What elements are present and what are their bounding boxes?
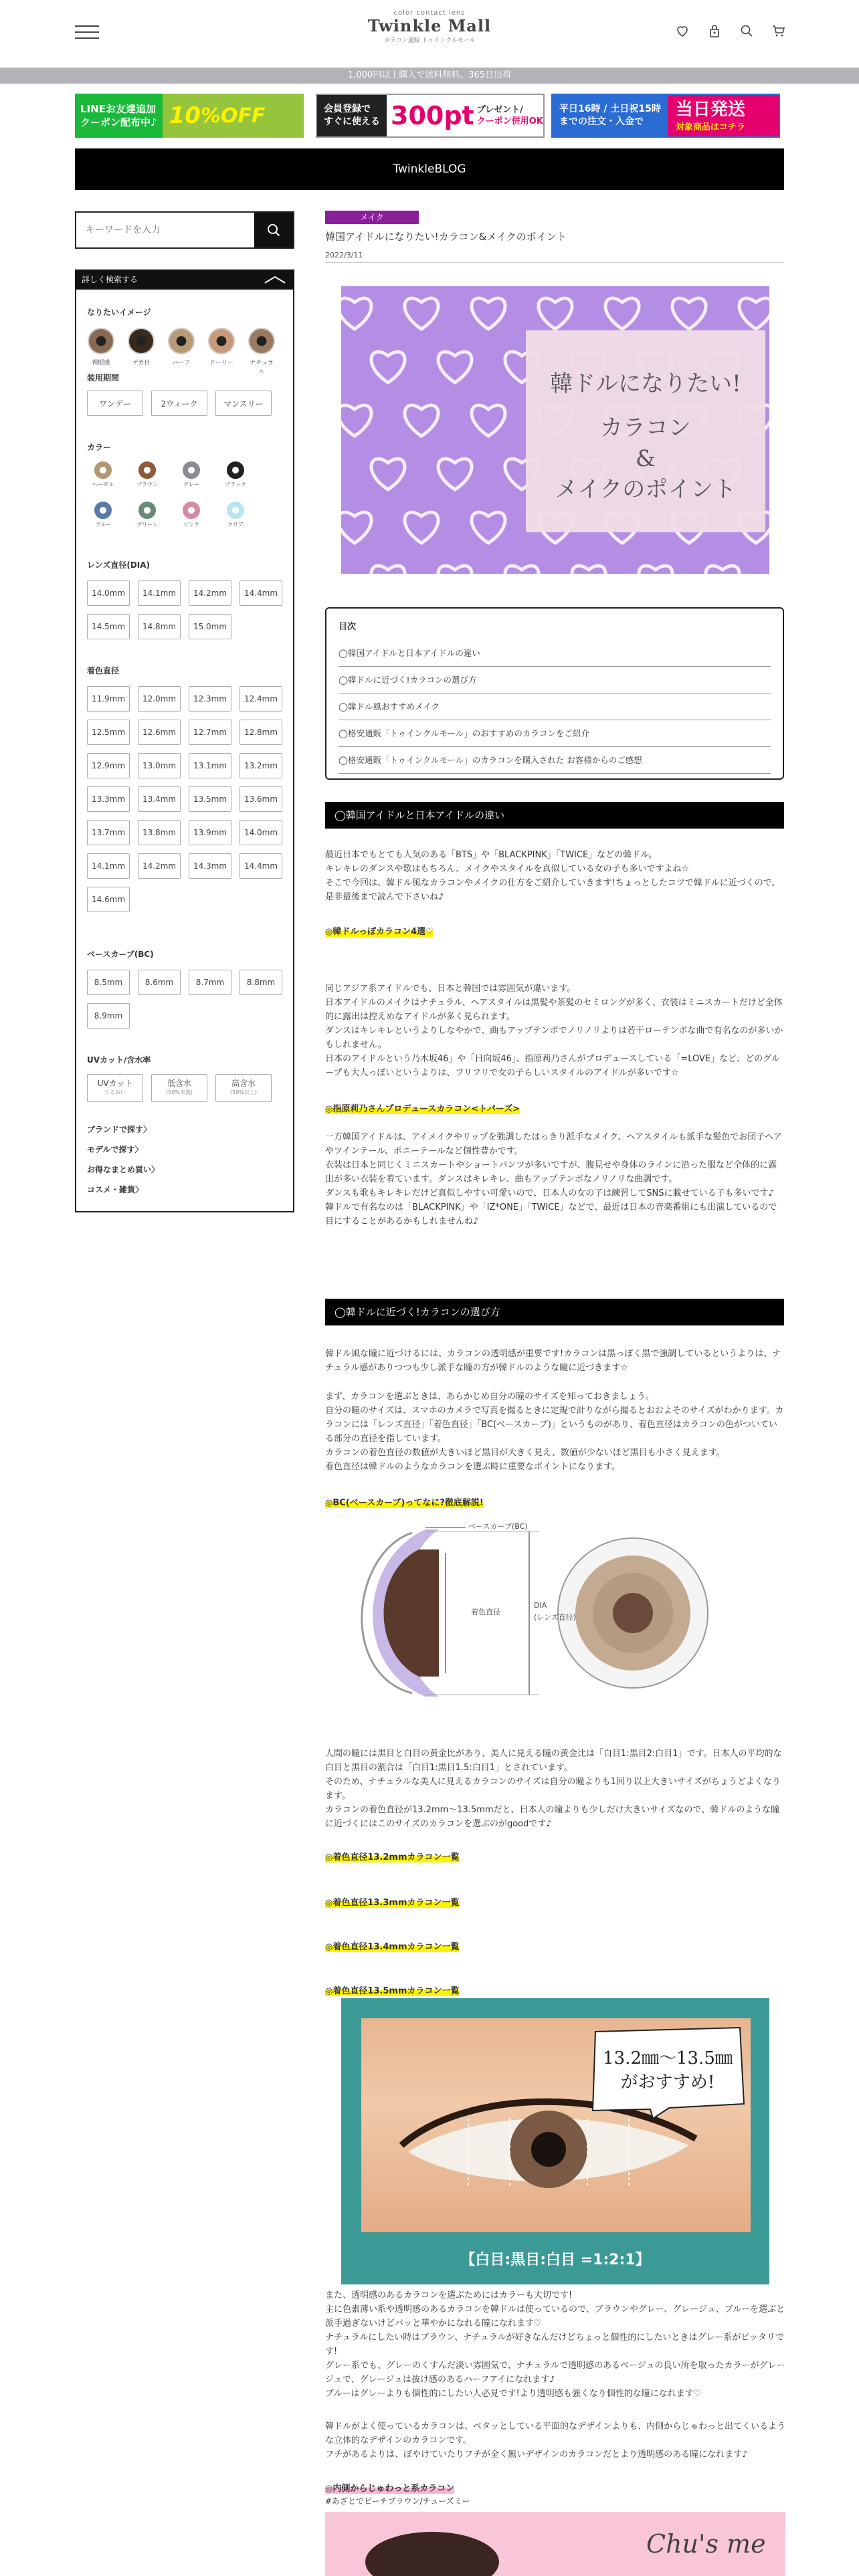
speech-bubble <box>589 2025 747 2119</box>
banner-text: 対象商品はコチラ <box>675 122 745 132</box>
color-option[interactable] <box>131 461 163 488</box>
image-label: ナチュラル <box>250 360 274 375</box>
color-option[interactable] <box>219 461 252 488</box>
image-label: ドーリー <box>209 360 233 366</box>
color-label: クリア <box>227 522 244 528</box>
highlight-heading[interactable]: ◎着色直径13.2mmカラコン一覧 <box>325 1850 460 1862</box>
color-filter-options <box>87 502 252 528</box>
same-day-shipping-banner[interactable] <box>551 94 780 138</box>
banner-text: 平日16時 / 土日祝15時 <box>559 104 661 114</box>
brand-logo: Chu's me <box>646 2529 766 2559</box>
site-logo[interactable] <box>363 9 496 44</box>
period-option[interactable]: ワンデー <box>87 391 143 416</box>
toc-title: 目次 <box>339 622 357 632</box>
uv-label: 高含水 <box>231 1079 256 1088</box>
highlight-heading: ◎指原莉乃さんプロデュースカラコン<トパーズ> <box>325 1101 520 1114</box>
image-label: 裸眼感 <box>92 360 110 366</box>
uv-sublabel: (50%未満) <box>165 1089 193 1095</box>
banner-headline: 当日発送 <box>675 99 745 120</box>
banner-text: クーポン併用OK <box>476 116 543 126</box>
highlight-heading[interactable]: ◎着色直径13.3mmカラコン一覧 <box>325 1895 460 1908</box>
cdia-option[interactable]: 12.6mm <box>138 720 181 745</box>
period-option[interactable]: 2ウィーク <box>151 391 207 416</box>
cdia-option[interactable]: 12.8mm <box>240 720 282 745</box>
uv-filter-title: UVカット/含水率 <box>87 1055 151 1065</box>
dia-option[interactable]: 14.1mm <box>138 580 181 606</box>
highlight-heading[interactable]: ◎着色直径13.4mmカラコン一覧 <box>325 1939 460 1952</box>
banner-discount-unit: %OFF <box>200 104 266 128</box>
bc-option[interactable]: 8.6mm <box>138 970 181 995</box>
heart-shape <box>739 298 769 329</box>
table-of-contents <box>325 607 784 780</box>
filter-header[interactable] <box>75 270 294 290</box>
hero-image <box>341 286 769 574</box>
bubble-text: 13.2㎜〜13.5㎜ <box>603 2048 733 2068</box>
cosme-link[interactable]: コスメ・雑貨〉 <box>87 1185 144 1194</box>
cdia-option[interactable]: 12.4mm <box>240 686 282 712</box>
product-hashtag: #あざとでピーチブラウン/チューズミー <box>325 2496 470 2506</box>
cdia-option[interactable]: 13.9mm <box>189 820 231 845</box>
model-link[interactable]: モデルで探す〉 <box>87 1145 143 1154</box>
image-swatch <box>128 328 155 354</box>
toc-item[interactable]: ◯格安通販「トゥインクルモール」のカラコンを購入された お客様からのご感想 <box>339 747 771 774</box>
uv-filter-options <box>87 1074 272 1102</box>
uv-sublabel: (50%以上) <box>229 1089 258 1095</box>
heart-shape <box>706 566 739 574</box>
cdia-option[interactable]: 14.0mm <box>240 820 282 845</box>
heart-shape <box>472 405 505 436</box>
color-label: ブラウン <box>136 481 158 488</box>
color-label: ブルー <box>95 522 111 528</box>
banner-text: クーポン配布中♪ <box>80 116 157 128</box>
color-option[interactable] <box>87 461 119 488</box>
period-filter-title: 装用期間 <box>87 373 120 383</box>
color-filter-title: カラー <box>87 443 112 452</box>
color-label: グレー <box>183 481 199 488</box>
color-option[interactable] <box>175 502 207 528</box>
color-option[interactable] <box>219 502 252 528</box>
heart-shape <box>405 512 438 543</box>
banner-text: LINEお友達追加 <box>80 103 156 115</box>
image-swatch <box>208 328 235 354</box>
header <box>0 0 859 67</box>
uv-label: 低含水 <box>167 1079 191 1088</box>
product-banner-image[interactable] <box>325 2512 785 2576</box>
blog-title-bar: TwinkleBLOG <box>75 148 784 190</box>
cdia-option[interactable]: 12.7mm <box>189 720 231 745</box>
logo-text: Twinkle Mall <box>367 16 492 35</box>
color-label: グリーン <box>136 522 158 528</box>
cdia-option[interactable]: 13.6mm <box>240 786 282 812</box>
diagram-label-bc: ベースカーブ(BC) <box>468 1522 528 1531</box>
banner-text: すぐに使える <box>324 116 380 127</box>
cdia-filter-options <box>87 686 288 912</box>
bubble-text: がおすすめ! <box>620 2072 715 2092</box>
period-filter-options <box>87 391 272 416</box>
bc-option[interactable]: 8.5mm <box>87 970 130 995</box>
diagram-label-cdia: 着色直径 <box>471 1608 500 1616</box>
heart-shape <box>572 566 605 574</box>
cdia-option[interactable]: 12.5mm <box>87 720 130 745</box>
toc-item[interactable]: ◯韓国アイドルと日本アイドルの違い <box>339 640 771 667</box>
color-swatch <box>183 461 200 479</box>
image-swatch <box>168 328 195 354</box>
image-option[interactable] <box>167 328 195 375</box>
paragraph: また、透明感のあるカラコンを選ぶためにはカラーも大切です! 主に色素薄い系や透明感のあるカラコンを韓ドルは使っているので、ブラウンやグレー、グレージュ、ブルーを選ぶと派手過ぎないけどパッと華やかになれる瞳になれます♡ ナチュラルにしたい時はブラウン、ナチュラルが好きなんだけどちょっと個性的にしたいときはグレー系がピッタリです! グレー系でも、グレーのくすんだ淡い雰囲気で、ナチュラルで透明感のあるベージュの良い所を取ったカラーがグレージュで、グレージュは抜け感のあるハーフアイになれます♪ ブルーはグレーよりも個性的にしたい人必見です!より透明感も強くなり個性的な瞳になれます♡ <box>325 2290 785 2399</box>
search-icon[interactable] <box>739 23 755 39</box>
heart-shape <box>341 405 371 436</box>
cdia-option[interactable]: 13.8mm <box>138 820 181 845</box>
diagram-label-dia-sub: (レンズ直径) <box>534 1613 576 1622</box>
banner-text: 会員登録で <box>324 104 371 114</box>
heart-shape <box>472 512 505 543</box>
paragraph: 韓ドルがよく使っているカラコンは、ベタッとしている平面的なデザインよりも、内側からじゅわっと出てくいるような立体的なデザインのカラコンです。 フチがあるよりは、ぼやけていたりフチが全く無いデザインのカラコンだとより透明感のある瞳になれます♪ <box>325 2422 785 2460</box>
category-badge[interactable]: メイク <box>325 211 419 224</box>
image-filter-title: なりたいイメージ <box>87 308 151 317</box>
cdia-option[interactable]: 13.3mm <box>87 786 130 812</box>
cdia-option[interactable]: 13.1mm <box>189 753 231 778</box>
color-label: ヘーゼル <box>92 481 114 488</box>
paragraph: 最近日本でもとても人気のある「BTS」や「BLACKPINK」「TWICE」などの韓ドル。 キレキレのダンスや歌はもちろん、メイクやスタイルを真似している女の子も多いですよね☆ そこで今回は、韓ドル風なカラコンやメイクの仕方をご紹介していきます!ちょっとしたコツで韓ドルに近づくので、是非最後まで読んで下さいね♪ <box>325 850 781 902</box>
dia-filter-title: レンズ直径(DIA) <box>87 560 151 570</box>
uv-sublabel: うるおい <box>104 1089 126 1095</box>
toc-item[interactable]: ◯韓ドルに近づく!カラコンの選び方 <box>339 667 771 693</box>
color-swatch <box>94 502 112 519</box>
hero-line: & <box>635 445 656 472</box>
bc-filter-title: ベースカーブ(BC) <box>87 950 154 959</box>
divider <box>325 262 784 263</box>
brand-link[interactable]: ブランドで探す〉 <box>87 1125 152 1134</box>
image-label: ハーフ <box>172 360 191 366</box>
image-swatch <box>88 328 114 354</box>
dia-filter-options <box>87 580 288 639</box>
dia-option[interactable]: 14.0mm <box>87 580 130 606</box>
search-icon <box>266 222 282 238</box>
paragraph: 人間の瞳には黒目と白目の黄金比があり、美人に見える瞳の黄金比は「白目1:黒目2:白目1」です。日本人の平均的な白目と黒目の割合は「白目1:黒目1.5:白目1」とされています。 そのため、ナチュラルな美人に見えるカラコンのサイズは自分の瞳よりも1回り以上大きいサイズがちょうどよくなります。 カラコンの着色直径が13.2mm〜13.5mmだと、日本人の瞳よりも少しだけ大きいサイズなので、韓ドルのような瞳に近づくにはこのサイズのカラコンを選ぶのがgoodです♪ <box>325 1749 782 1829</box>
cdia-option[interactable]: 13.5mm <box>189 786 231 812</box>
post-date: 2022/3/11 <box>325 251 363 259</box>
bc-option[interactable]: 8.8mm <box>240 970 282 995</box>
image-filter-options <box>87 328 276 375</box>
paragraph: 一方韓国アイドルは、アイメイクやリップを強調したはっきり派手なメイク、ヘアスタイルも派手な髪色でお団子ヘアやツインテール、ポニーテールなど個性豊かです。 衣装は日本と同じくミニスカートやショートパンツが多いですが、腹見せや身体のラインに沿った服など全体的に露出が多い衣装を着ています。ダンスはキレキレ、曲もアップテンポなノリノリな曲調です。 ダンスも歌もキレキレだけど真似しやすい可愛いので、日本人の女の子は練習してSNSに載せている子も多いです♪ 韓ドルで有名なのは「BLACKPINK」や「IZ*ONE」「TWICE」などで、最近は日本の音楽番組にも出演しているので目にすることがあるかもしれませんね♪ <box>325 1132 782 1226</box>
cdia-option[interactable]: 13.4mm <box>138 786 181 812</box>
member-points-banner[interactable] <box>316 94 545 138</box>
bc-option[interactable]: 8.7mm <box>189 970 231 995</box>
logo-kana: カラコン通販 トゥインクルモール <box>383 37 476 44</box>
hero-line: カラコン <box>600 415 691 441</box>
color-swatch <box>227 502 244 519</box>
heart-shape <box>672 298 706 329</box>
heart-shape <box>605 298 639 329</box>
highlight-heading: ◎韓ドルっぽカラコン4選♡ <box>325 924 434 937</box>
highlight-heading: ◎BC(ベースカーブ)ってなに?徹底解説! <box>325 1495 484 1508</box>
uv-option[interactable] <box>87 1074 143 1102</box>
heart-icon[interactable] <box>674 23 690 39</box>
heart-shape <box>371 566 405 574</box>
dia-option[interactable]: 14.2mm <box>189 580 231 606</box>
section-heading: ◯韓国アイドルと日本アイドルの違い <box>325 802 784 829</box>
color-swatch <box>138 502 156 519</box>
cdia-option[interactable]: 13.2mm <box>240 753 282 778</box>
color-label: ピンク <box>183 522 199 528</box>
image-option[interactable] <box>127 328 155 375</box>
account-lock-icon[interactable] <box>706 23 723 39</box>
hero-subheading <box>526 413 765 505</box>
uv-label: UVカット <box>97 1079 133 1088</box>
bc-option[interactable]: 8.9mm <box>87 1003 130 1029</box>
paragraph: まず、カラコンを選ぶときは、あらかじめ自分の瞳のサイズを知っておきましょう。 自分の瞳のサイズは、スマホのカメラで写真を撮るときに定規で計りながら撮るとおおよそのサイズがわかります。カラコンには「レンズ直径」「着色直径」「BC(ベースカーブ)」というものがあり、着色直径はカラコンの色がついている部分の直径を指しています。 カラコンの着色直径の数値が大きいほど黒目が大きく見え、数値が少ないほど黒目も小さく見えます。 着色直径は韓ドルのようなカラコンを選ぶ時に重要なポイントになります。 <box>325 1392 784 1472</box>
period-option[interactable]: マンスリー <box>215 391 272 416</box>
banner-text: プレゼント/ <box>476 105 523 115</box>
highlight-heading[interactable]: ◎着色直径13.5mmカラコン一覧 <box>325 1983 460 1996</box>
toc-item[interactable]: ◯韓ドル風おすすめメイク <box>339 693 771 720</box>
color-filter-options <box>87 461 252 488</box>
search-button[interactable] <box>254 213 293 247</box>
heart-shape <box>438 566 472 574</box>
page-title: 韓国アイドルになりたい!カラコン&メイクのポイント <box>325 231 567 243</box>
heart-shape <box>341 512 371 543</box>
eye-ratio-image <box>341 1998 769 2284</box>
cdia-option[interactable]: 14.2mm <box>138 853 181 879</box>
lens-diagram <box>325 1513 784 1713</box>
dia-option[interactable]: 14.8mm <box>138 614 181 639</box>
dia-option[interactable]: 15.0mm <box>189 614 231 639</box>
color-option[interactable] <box>131 502 163 528</box>
heart-shape <box>639 566 672 574</box>
logo-tagline: color contact lens <box>393 9 466 17</box>
cdia-option[interactable]: 14.3mm <box>189 853 231 879</box>
uv-option[interactable] <box>151 1074 207 1102</box>
toc-item[interactable]: ◯格安通販「トゥインクルモール」のおすすめのカラコンをご紹介 <box>339 720 771 747</box>
line-coupon-banner[interactable] <box>75 94 304 138</box>
image-option[interactable] <box>207 328 235 375</box>
cdia-option[interactable]: 13.7mm <box>87 820 130 845</box>
cdia-option[interactable]: 14.6mm <box>87 887 130 912</box>
heart-shape <box>438 352 472 383</box>
bc-filter-options <box>87 970 288 1029</box>
heart-shape <box>341 298 371 329</box>
heart-shape <box>472 298 505 329</box>
heart-shape <box>371 352 405 383</box>
filter-title: 詳しく検索する <box>82 275 138 284</box>
color-swatch <box>94 461 112 479</box>
search-input[interactable] <box>76 213 254 247</box>
chevron-up-icon[interactable] <box>264 275 286 284</box>
heart-shape <box>438 459 472 490</box>
color-swatch <box>183 502 200 519</box>
heart-shape <box>539 298 572 329</box>
menu-icon[interactable] <box>75 25 99 39</box>
image-option[interactable] <box>248 328 276 375</box>
model-hair <box>365 2532 499 2576</box>
cdia-option[interactable]: 12.0mm <box>138 686 181 712</box>
uv-option[interactable] <box>215 1074 272 1102</box>
heart-shape <box>405 405 438 436</box>
cdia-option[interactable]: 14.1mm <box>87 853 130 879</box>
image-option[interactable] <box>87 328 115 375</box>
cdia-option[interactable]: 11.9mm <box>87 686 130 712</box>
bundle-link[interactable]: お得なまとめ買い〉 <box>87 1165 160 1174</box>
cdia-option[interactable]: 14.4mm <box>240 853 282 879</box>
color-label: ブラック <box>225 481 246 488</box>
hero-line: メイクのポイント <box>555 476 737 503</box>
heart-shape <box>405 298 438 329</box>
dia-option[interactable]: 14.4mm <box>240 580 282 606</box>
section-heading: ◯韓ドルに近づく!カラコンの選び方 <box>325 1299 784 1325</box>
image-label: デカ目 <box>132 360 151 366</box>
color-swatch <box>138 461 156 479</box>
hero-heading: 韓ドルになりたい! <box>550 370 741 397</box>
heart-shape <box>505 566 539 574</box>
search-box <box>75 211 294 249</box>
banner-text: までの注文・入金で <box>559 116 644 127</box>
header-icons <box>674 23 787 39</box>
hero-card <box>526 330 765 532</box>
eye-ratio-caption: 【白目:黒目:白目 =1:2:1】 <box>460 2252 650 2268</box>
highlight-heading: ◎内側からじゅわっと系カラコン <box>325 2481 454 2494</box>
cdia-option[interactable]: 12.9mm <box>87 753 130 778</box>
banner-discount: 10 <box>169 102 201 129</box>
shipping-notice: 1,000円以上購入で送料無料。365日出荷 <box>0 68 859 84</box>
image-swatch <box>248 328 275 354</box>
cdia-option[interactable]: 13.0mm <box>138 753 181 778</box>
cart-icon[interactable] <box>771 23 787 39</box>
dia-option[interactable]: 14.5mm <box>87 614 130 639</box>
heart-shape <box>371 459 405 490</box>
color-swatch <box>227 461 244 479</box>
paragraph: 同じアジア系アイドルでも、日本と韓国では雰囲気が違います。 日本アイドルのメイクはナチュラル、ヘアスタイルは黒髪や茶髪のセミロングが多く、衣装はミニスカートだけど全体的に露出は控えめなアイドルが多く見られます。 ダンスはキレキレというよりしなやかで、曲もアップテンポでノリノリよりは若干ローテンポな曲で有名なのが多いかもしれません。 日本のアイドルという乃木坂46」や「日向坂46」、指原莉乃さんがプロデュースしている「=LOVE」など、どのグループも大人っぽいというよりは、フリフリで女の子らしいスタイルのアイドルが多いです☆ <box>325 984 783 1078</box>
cdia-option[interactable]: 12.3mm <box>189 686 231 712</box>
diagram-label-dia: DIA <box>534 1601 547 1610</box>
cdia-filter-title: 着色直径 <box>87 666 120 675</box>
color-option[interactable] <box>87 502 119 528</box>
paragraph: 韓ドル風な瞳に近づけるには、カラコンの透明感が重要です!カラコンは黒っぽく黒で強調しているというよりは、ナチュラル感がありつつも少し派手な瞳の方が韓ドルのような瞳に近づきます☆ <box>325 1349 781 1373</box>
banner-points: 300pt <box>391 101 474 130</box>
color-option[interactable] <box>175 461 207 488</box>
